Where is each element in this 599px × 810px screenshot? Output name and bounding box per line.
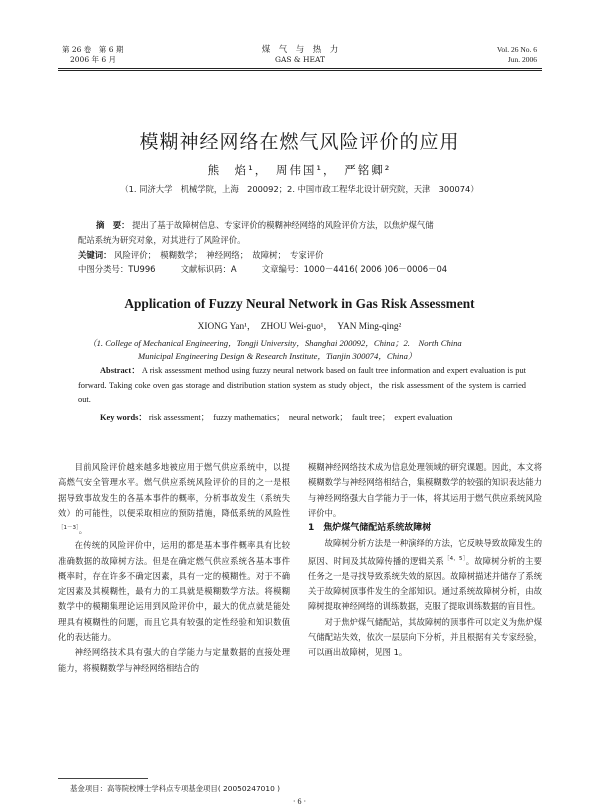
keywords-en: risk assessment； fuzzy mathematics； neural network； fault tree； expert evaluation [148, 413, 453, 422]
body-column-left [58, 460, 290, 676]
authors-cn: 熊 焰¹， 周伟国¹， 严铭卿² [207, 163, 392, 177]
citation-ref: ［1－3］ [58, 525, 79, 532]
paper-title-en: Application of Fuzzy Neural Network in Gas Risk Assessment [124, 296, 475, 311]
body-right-p2a: 故障树分析方法是一种演绎的方法，它反映导致故障发生的原因、时间及其故障传播的逻辑关系 [308, 538, 542, 566]
body-left-p3: 神经网络技术具有强大的自学能力与定量数据的直接处理能力，将模糊数学与神经网络相结合的 [58, 647, 290, 673]
keywords-en-label: Key words： [100, 413, 147, 422]
issue-date-en: Jun. 2006 [507, 55, 537, 64]
abstract-cn [96, 218, 526, 233]
paper-title-cn: 模糊神经网络在燃气风险评价的应用 [139, 131, 460, 153]
footnote: 基金项目：高等院校博士学科点专项基金项目( 20050247010 ) [70, 784, 281, 793]
body-right-p3: 对于焦炉煤气储配站，其故障树的顶事件可以定义为焦炉煤气储配站失效，依次一层层向下分析，并且根据有关专家经验，可以画出故障树，见图 1。 [308, 616, 542, 658]
keywords-cn: 风险评价； 模糊数学； 神经网络； 故障树； 专家评价 [114, 249, 324, 260]
issue-date: 2006 年 6 月 [70, 55, 117, 64]
abstract-cn-line1: 提出了基于故障树信息、专家评价的模糊神经网络的风险评价方法，以焦炉煤气储 [132, 220, 434, 230]
header-rule-thin [58, 70, 542, 71]
journal-name-en: GAS & HEAT [274, 55, 325, 64]
page-number: · 6 · [292, 797, 307, 806]
journal-issue-en [497, 45, 537, 65]
abstract-en-label: Abstract： [100, 366, 140, 375]
issue-volume: 第 26 卷 第 6 期 [62, 45, 124, 54]
abstract-cn-cont [78, 233, 528, 277]
affiliation-cn: （1. 同济大学 机械学院，上海 200092；2. 中国市政工程华北设计研究院，天津 300074） [120, 184, 479, 194]
issue-volume-en: Vol. 26 No. 6 [496, 45, 537, 54]
abstract-cn-line2: 配站系统为研究对象，对其进行了风险评价。 [78, 235, 246, 245]
abstract-en [78, 364, 526, 408]
body-paragraph [308, 536, 542, 614]
abstract-cn-label: 摘 要： [96, 220, 130, 230]
section-number: 1 [308, 523, 315, 534]
citation-ref: ［4，5］ [443, 555, 466, 562]
body-left-p1: 目前风险评价越来越多地被应用于燃气供应系统中，以提高燃气安全管理水平。燃气供应系统风险评价的目的之一是根据导致事故发生的各基本事件的概率，分析事故发生（系统失效）的可能性，以便采取相应的预防措施，降低系统的风险性 [58, 462, 290, 518]
section-heading [308, 521, 542, 536]
journal-name [230, 45, 370, 65]
affiliation-en-line2: Municipal Engineering Design & Research Institute，Tianjin 300074，China） [138, 351, 417, 361]
body-column-right [308, 460, 542, 661]
section-title: 焦炉煤气储配站系统故障树 [323, 523, 432, 534]
header-rule [58, 68, 542, 69]
abstract-en-text: A risk assessment method using fuzzy neural network based on fault tree information and expert evaluation is put forward. Taking coke oven gas storage and distribution station system as study object，the risk assessment of the system is carried out. [78, 366, 526, 404]
affiliation-en-line1: （1. College of Mechanical Engineering，Tongji University，Shanghai 200092，China；2. North China [88, 338, 462, 348]
authors-en: XIONG Yan¹， ZHOU Wei-guo¹， YAN Ming-qing² [197, 322, 402, 332]
keywords-cn-label: 关键词： [78, 249, 112, 260]
body-paragraph: 目前风险评价越来越多地被应用于燃气供应系统中，以提高燃气安全管理水平。燃气供应系统风险评价的目的之一是根据导致事故发生的各基本事件的概率，分析事故发生（系统失效）的可能性，以便采取相应的预防措施，降低系统的风险性$^{[1-3]}$。 [58, 462, 290, 535]
journal-issue [62, 45, 123, 65]
keywords-en-block [78, 411, 526, 426]
affiliation-en [88, 337, 528, 363]
classification-cn: 中图分类号：TU996 文献标识码：A 文章编号：1000－4416( 2006 )06－0006－04 [78, 264, 448, 274]
journal-name-cn: 煤 气 与 热 力 [261, 45, 339, 55]
body-right-p1: 模糊神经网络技术成为信息处理领域的研究课题。因此，本文将模糊数学与神经网络相结合，集模糊数学的较强的知识表达能力与神经网络强大自学能力于一体，将其运用于燃气供应系统风险评价中。 [308, 462, 542, 518]
footnote-rule [58, 778, 148, 779]
body-right-p2b: 。故障树分析的主要任务之一是寻找导致系统失效的原因。故障树描述并储存了系统关于故障树顶事件发生的全部知识。通过系统故障树分析，由故障树提取神经网络的训练数据，克服了提取训练数据的盲目性。 [308, 555, 542, 612]
body-left-p2: 在传统的风险评价中，运用的都是基本事件概率具有比较准确数据的故障树方法。但是在确定燃气供应系统各基本事件概率时，存在许多不确定因素，具有一定的模糊性。对于不确定因素及其模糊性，最有力的工具就是模糊数学方法。将模糊数学中的模糊集理论运用到风险评价中，最大的优点就是能处理具有模糊性的问题，而且它具有较强的定性经验和知识数值化的表达能力。 [58, 540, 290, 643]
